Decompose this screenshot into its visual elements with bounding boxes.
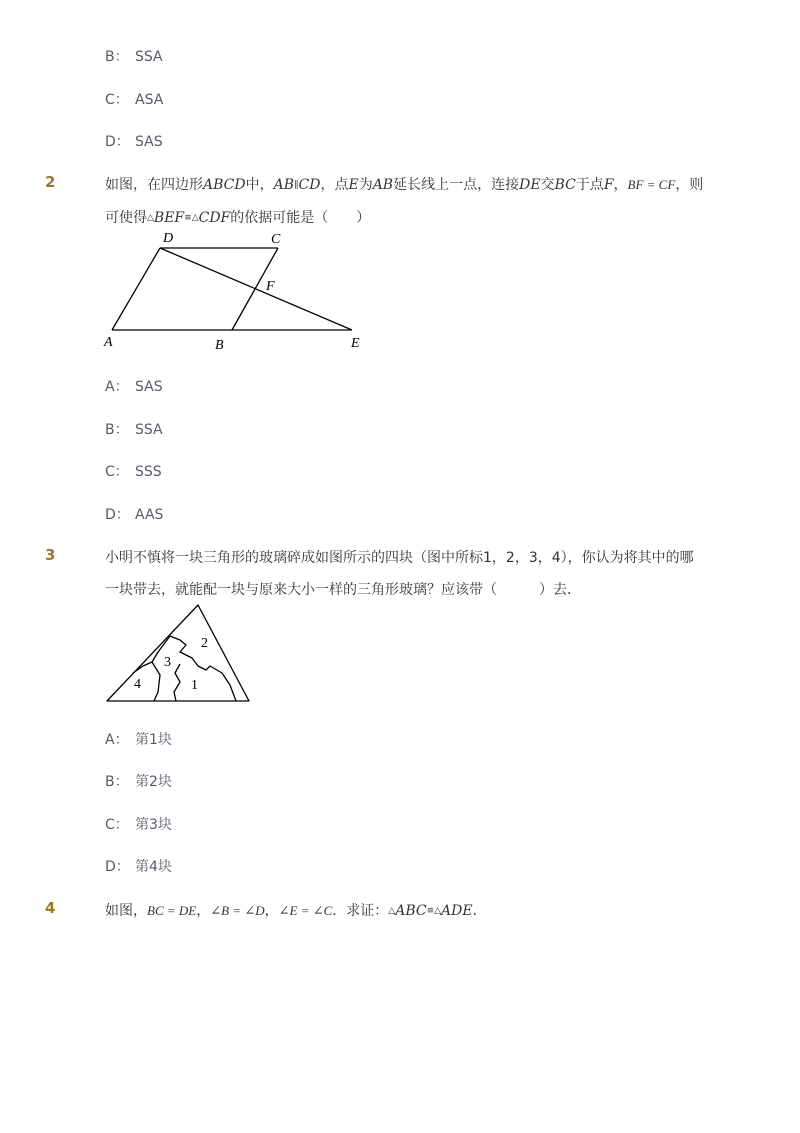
q3-figure [100,600,256,706]
triangle-symbol: △ [388,906,396,916]
math: F [603,177,614,193]
option-text: 第1块 [135,732,172,748]
math: AB [372,177,394,193]
option-letter: D： [105,859,130,875]
option-letter: A： [105,732,129,748]
q3-text-line2: 一块带去，就能配一块与原来大小一样的三角形玻璃？应该带（ ）去． [105,582,581,598]
q1-option-c[interactable] [105,89,163,109]
option-text: 第2块 [135,774,172,790]
option-letter: C： [105,464,129,480]
q4-text-line [105,900,487,920]
label-e: E [351,336,360,351]
label-f: F [266,279,275,294]
text: 可使得 [105,210,147,226]
question-number-2: 2 [45,173,56,191]
option-text: SSS [135,464,162,480]
text: ， [196,903,211,919]
label-b: B [215,338,224,353]
q3-option-d[interactable] [105,856,172,876]
crack-1 [174,664,180,701]
text: 延长线上一点，连接 [393,177,520,193]
parallel-symbol: ∥ [294,180,299,190]
text: ，点 [320,177,349,193]
option-letter: B： [105,422,129,438]
text: 于点 [575,177,604,193]
triangle-symbol: △ [147,213,154,223]
math: BC [554,177,576,193]
option-text: SAS [135,379,163,395]
option-text: SSA [135,422,163,438]
piece-label-1: 1 [191,678,198,693]
segment-de [160,248,352,330]
math: E [348,177,359,193]
q2-option-d[interactable] [105,504,163,524]
option-text: 第4块 [135,859,172,875]
math: ∠B = ∠D [210,903,265,918]
option-letter: B： [105,49,129,65]
math: BEF [153,210,185,226]
q2-figure [100,228,370,356]
text: ， [264,903,279,919]
triangle-symbol: △ [191,213,199,223]
text: 中， [245,177,274,193]
text: ． [472,903,487,919]
option-letter: A： [105,379,129,395]
q2-option-b[interactable] [105,419,163,439]
q3-option-c[interactable] [105,814,172,834]
option-letter: C： [105,92,129,108]
triangle-symbol: △ [434,906,442,916]
option-letter: C： [105,817,129,833]
option-text: SAS [135,134,163,150]
label-d: D [163,231,174,246]
text: 如图，在四边形 [105,177,203,193]
text: 交 [540,177,555,193]
label-c: C [271,232,281,247]
math: AB [273,177,295,193]
math: BC = DE [147,903,197,918]
option-letter: B： [105,774,129,790]
text: 的依据可能是（ ） [230,210,371,226]
option-text: SSA [135,49,163,65]
q1-option-d[interactable] [105,131,163,151]
math: ADE [441,903,473,919]
piece-label-3: 3 [164,655,171,670]
q2-text-line2 [105,207,370,227]
triangle-outline [107,605,249,701]
math: CD [298,177,321,193]
math: ABCD [203,177,246,193]
q2-option-a[interactable] [105,376,163,396]
question-number-3: 3 [45,546,56,564]
text: 如图， [105,903,147,919]
text: ，则 [675,177,704,193]
congruent-symbol: ≌ [426,906,435,916]
q1-option-b[interactable] [105,46,163,66]
math: BF = CF [627,177,676,192]
math: ABC [395,903,427,919]
piece-label-2: 2 [201,636,208,651]
text: ， [613,177,628,193]
text: ．求证： [332,903,389,919]
q3-text-line1: 小明不慎将一块三角形的玻璃碎成如图所示的四块（图中所标1，2，3，4），你认为将其中的哪 [105,550,694,566]
math: DE [519,177,541,193]
math: CDF [198,210,231,226]
math: ∠E = ∠C [278,903,333,918]
option-letter: D： [105,507,130,523]
option-letter: D： [105,134,130,150]
q3-option-b[interactable] [105,771,172,791]
q2-option-c[interactable] [105,461,162,481]
segment-ad [112,248,160,330]
option-text: 第3块 [135,817,172,833]
option-text: ASA [135,92,164,108]
label-a: A [104,335,113,350]
q3-option-a[interactable] [105,729,172,749]
option-text: AAS [135,507,164,523]
text: 为 [358,177,373,193]
q2-text-line1 [105,174,703,194]
question-number-4: 4 [45,899,56,917]
congruent-symbol: ≌ [184,213,192,223]
piece-label-4: 4 [134,677,141,692]
